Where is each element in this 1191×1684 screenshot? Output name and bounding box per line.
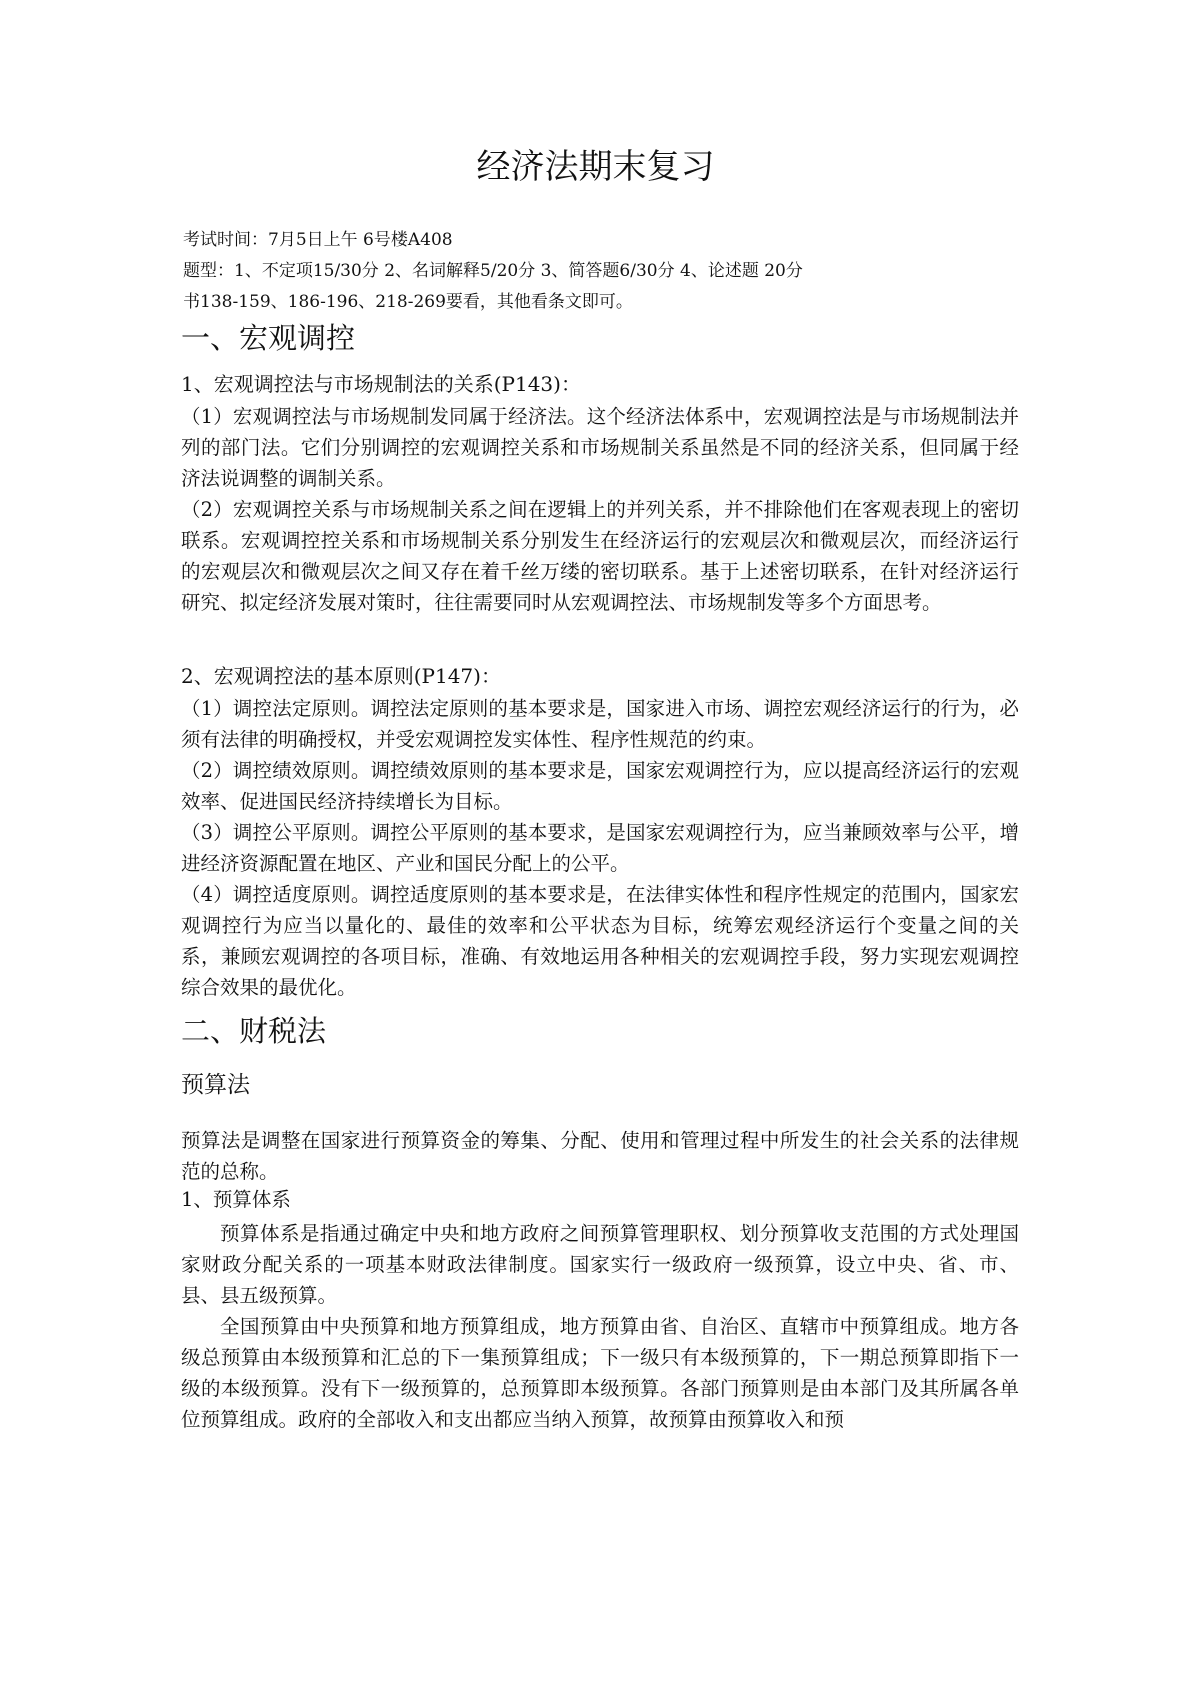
paragraph: 预算法是调整在国家进行预算资金的筹集、分配、使用和管理过程中所发生的社会关系的法律规范的总称。 xyxy=(181,1129,1019,1183)
paragraph: （3）调控公平原则。调控公平原则的基本要求，是国家宏观调控行为，应当兼顾效率与公平，增进经济资源配置在地区、产业和国民分配上的公平。 xyxy=(181,821,1019,875)
paragraph: （2）宏观调控关系与市场规制关系之间在逻辑上的并列关系，并不排除他们在客观表现上的密切联系。宏观调控控关系和市场规制关系分别发生在经济运行的宏观层次和微观层次，而经济运行的宏观层次和微观层次之间又存在着千丝万缕的密切联系。基于上述密切联系，在针对经济运行研究、拟定经济发展对策时，往往需要同时从宏观调控法、市场规制发等多个方面思考。 xyxy=(181,498,1019,614)
question-types: 题型：1、不定项15/30分 2、名词解释5/20分 3、简答题6/30分 4、论述题 20分 xyxy=(183,261,803,281)
paragraph: （1）宏观调控法与市场规制发同属于经济法。这个经济法体系中，宏观调控法是与市场规制法并列的部门法。它们分别调控的宏观调控关系和市场规制关系虽然是不同的经济关系，但同属于经济法说调整的调制关系。 xyxy=(181,405,1019,490)
exam-time: 考试时间：7月5日上午 6号楼A408 xyxy=(183,230,453,250)
section-heading-fiscal-tax: 二、财税法 xyxy=(181,1014,327,1048)
question-heading-1: 1、宏观调控法与市场规制法的关系(P143)： xyxy=(181,372,581,396)
paragraph: （2）调控绩效原则。调控绩效原则的基本要求是，国家宏观调控行为，应以提高经济运行的宏观效率、促进国民经济持续增长为目标。 xyxy=(181,759,1019,813)
question-heading-2: 2、宏观调控法的基本原则(P147)： xyxy=(181,664,501,688)
reading-pages: 书138-159、186-196、218-269要看，其他看条文即可。 xyxy=(183,292,633,312)
paragraph: 预算体系是指通过确定中央和地方政府之间预算管理职权、划分预算收支范围的方式处理国家财政分配关系的一项基本财政法律制度。国家实行一级政府一级预算，设立中央、省、市、县、县五级预算。 xyxy=(181,1222,1019,1307)
paragraph: 全国预算由中央预算和地方预算组成，地方预算由省、自治区、直辖市中预算组成。地方各级总预算由本级预算和汇总的下一集预算组成；下一级只有本级预算的，下一期总预算即指下一级的本级预算。没有下一级预算的，总预算即本级预算。各部门预算则是由本部门及其所属各单位预算组成。政府的全部收入和支出都应当纳入预算，故预算由预算收入和预 xyxy=(181,1315,1019,1431)
paragraph: （4）调控适度原则。调控适度原则的基本要求是，在法律实体性和程序性规定的范围内，国家宏观调控行为应当以量化的、最佳的效率和公平状态为目标，统筹宏观经济运行个变量之间的关系，兼顾宏观调控的各项目标，准确、有效地运用各种相关的宏观调控手段，努力实现宏观调控综合效果的最优化。 xyxy=(181,883,1019,999)
document-title: 经济法期末复习 xyxy=(476,147,715,187)
section-heading-macro-control: 一、宏观调控 xyxy=(181,321,356,355)
sub-heading-budget-law: 预算法 xyxy=(181,1072,250,1098)
paragraph: （1）调控法定原则。调控法定原则的基本要求是，国家进入市场、调控宏观经济运行的行为，必须有法律的明确授权，并受宏观调控发实体性、程序性规范的约束。 xyxy=(181,697,1019,751)
item-heading-budget-system: 1、预算体系 xyxy=(181,1188,291,1211)
